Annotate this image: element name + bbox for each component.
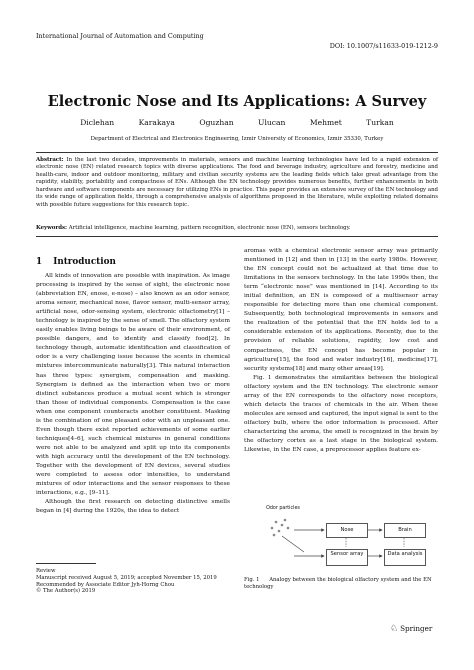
figure-caption-label: Fig. 1 [244,577,260,583]
brain-box: Brain [384,523,426,538]
author-1: Diclehan Karakaya [80,118,175,127]
publisher-logo [390,624,432,634]
doi[interactable]: DOI: 10.1007/s11633-019-1212-9 [329,42,438,50]
author-list [0,118,474,127]
odor-label: Odor particles [266,506,300,511]
paper-title: Electronic Nose and Its Applications: A Survey [47,93,427,110]
abstract-label: Abstract: [36,157,64,163]
paragraph: aromas with a chemical electronic sensor array was primarily mentioned in [12] and then in [13] in the early 1980s. However, the EN concept could not be actualized at that time due to limitations in the sensors technology. In the late 1990s then, the term “electronic nose” was mentioned in [14]. According to its initial definition, an EN is composed of a multisensor array responsible for detecting more than one chemical component. Subsequently, both technological improvements in sensors and the realization of the potential that the EN holds led to a considerable extension of its applications. Recently, due to the provision of reliable solutions, rapidity, low cost and compactness, the EN concept has become popular in agriculture[15], the food and water industry[16], medicine[17], security systems[18] and many other areas[19]. [244,248,438,372]
springer-horse-icon: ♘ [390,624,399,634]
keywords-bottom-rule [36,236,438,237]
footnote-line: Recommended by Associate Editor Jyh-Horng Chou [36,581,175,588]
figure-caption-text: Analogy between the biological olfactory system and the EN technology [244,577,432,590]
left-column [36,272,230,516]
abstract-text: In the last two decades, improvements in materials, sensors and machine learning technologies have led to a rapid extension of electronic nose (EN) related research topics with diverse applications. The food and beverage industry, agriculture and forestry, medicine and health-care, indoor and outdoor monitoring, military and civilian security systems are the leading fields which take great advantage from the rapidity, stability, portability and compactness of ENs. Although the EN technology provides numerous benefits, further enhancements in both hardware and software components are necessary for utilizing ENs in practice. This paper provides an extensive survey of the EN technology and its wide range of application fields, through a comprehensive analysis of algorithms proposed in the literature, while exploiting related domains with possible future suggestions for this research topic. [36,157,438,208]
section-heading [36,257,116,267]
paragraph: Although the first research on detecting distinctive smells began in [4] during the 1920s, the idea to detect [36,499,230,515]
sensor-array-box: Sensor array [326,549,368,566]
keywords-label: Keywords: [36,225,67,231]
publisher-name: Springer [400,624,433,633]
paragraph: Fig. 1 demonstrates the similarities between the biological olfactory system and the EN technology. The electronic sensor array of the EN corresponds to the olfactory nose receptors, which detects the traces of chemicals in the air. When these molecules are sensed and captured, the input signal is sent to the olfactory bulb, where the odor information is processed. After characterizing the aroma, the smell is recognized in the brain by the olfactory cortex as a last stage in the biological system. Likewise, in the EN case, a preprocessor applies feature ex- [244,374,438,454]
data-analysis-box: Data analysis [384,549,426,566]
figure-1 [244,500,438,580]
abstract-top-rule [36,152,438,153]
footnote-line: © The Author(s) 2019 [36,588,96,595]
paragraph: All kinds of innovation are possible with inspiration. As image processing is inspired by the sense of sight, the electronic nose (abbreviation EN, enose, e-nose) – also known as an odor sensor, aroma sensor, mechanical nose, flavor sensor, multi-sensor array, artificial nose, odor-sensing system, electronic olfactometry[1] – technology is inspired by the sense of smell. The olfactory system easily enables living beings to be aware of their environment, of possible dangers, and to identify and classify food[2]. In technology though, automatic identification and classification of odor is a very challenging issue because the scents in chemical mixtures intercommunicate naturally[3]. This natural interaction has three types: synergism, compensation and masking. Synergism is defined as the interaction when two or more distinct substances produce a mutual scent which is stronger than those of individual components. Compensation is the case when one component counteracts another constituent. Masking is the combination of one pleasant odor with an unpleasant one. Even though there exist reported achievements of some earlier techniques[4–6], such chemical mixtures in general conditions were not able to be analyzed and split up into its components with high accuracy until the development of the EN technology. Together with the development of EN devices, several studies were completed to assess odor intensities, to understand mixtures of odor interactions and the sensor responses to these interactions, e.g., [9–11]. [36,273,230,497]
footnote-rule [36,563,96,564]
author-3: Mehmet Turkan [309,118,394,127]
figure-caption [244,577,438,591]
journal-name: International Journal of Automation and Computing [36,32,204,40]
figure-diagram [244,500,438,580]
nose-box: Nose [326,523,368,538]
abstract [36,157,438,209]
affiliation: Department of Electrical and Electronics Engineering, Izmir University of Economics, Izmir 35330, Turkey [90,136,384,142]
author-2: Oguzhan Ulucan [199,118,286,127]
odor-particles [271,519,290,537]
footnote-line: Review [36,568,56,574]
footnote-line: Manuscript received August 5, 2019; accepted November 15, 2019 [36,574,217,581]
keywords-text: Artificial intelligence, machine learning, pattern recognition, electronic nose (EN), sensors technology. [68,225,351,231]
section-title: Introduction [53,257,116,267]
keywords [36,225,438,232]
right-column [244,247,438,455]
footnote [36,568,230,595]
section-number: 1 [36,257,43,267]
